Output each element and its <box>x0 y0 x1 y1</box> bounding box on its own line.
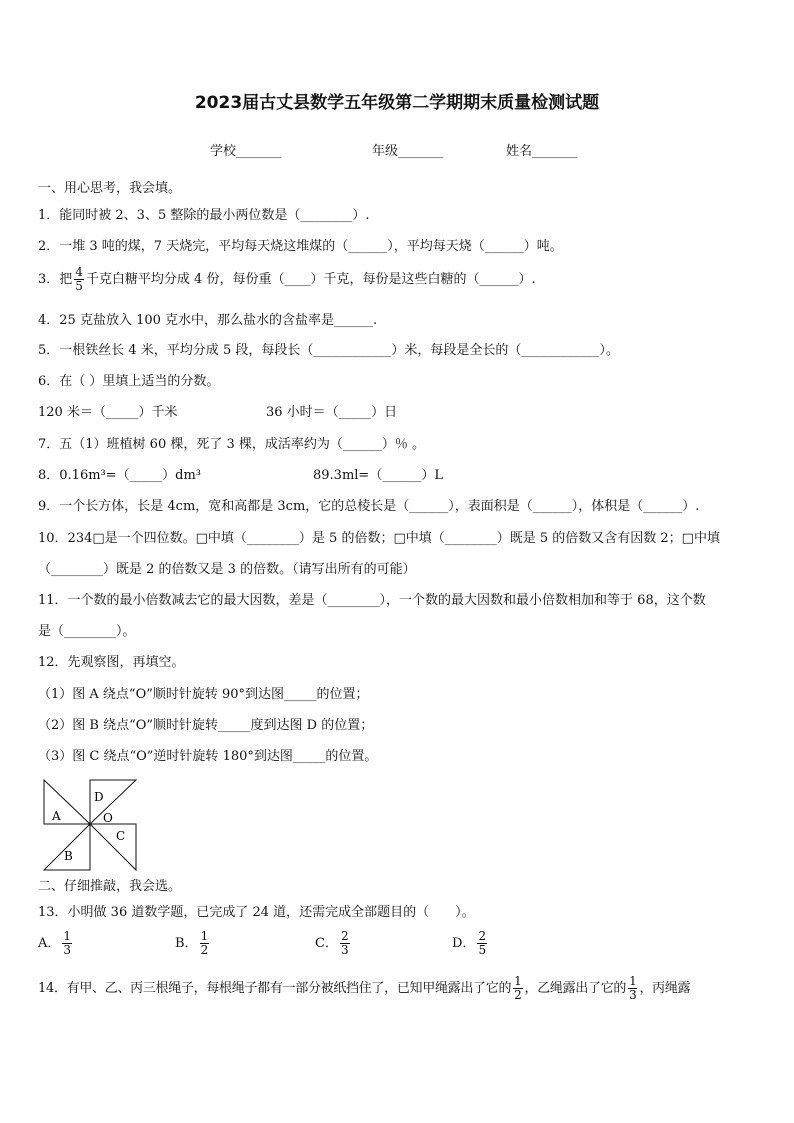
question-8b: 89.3ml=（______）L <box>313 468 443 483</box>
option-a[interactable]: A． $\frac{1}{3}$ <box>38 929 72 957</box>
fraction: $\frac{1}{3}$ <box>629 974 637 1002</box>
question-11-line2: 是（________）。 <box>38 624 136 639</box>
question-2: 2．一堆 3 吨的煤，7 天烧完，平均每天烧这堆煤的（______），平均每天烧（______）吨。 <box>38 239 563 254</box>
option-c[interactable]: C． $\frac{2}{3}$ <box>315 929 349 957</box>
question-12: 12．先观察图，再填空。 <box>38 655 185 670</box>
page-title: 2023届古丈县数学五年级第二学期期末质量检测试题 <box>194 93 600 113</box>
question-14: 14．有甲、乙、丙三根绳子，每根绳子都有一部分被纸挡住了，已知甲绳露出了它的 $\frac{1}{2}$ ，乙绳露出了它的 $\frac{1}{3}$ ，丙绳露 <box>38 974 691 1002</box>
label-b: B <box>64 849 73 863</box>
fraction: $\frac{2}{5}$ <box>478 929 487 957</box>
question-6b: 36 小时＝（_____）日 <box>266 405 398 420</box>
question-9: 9．一个长方体，长是 4cm，宽和高都是 3cm，它的总棱长是（______），表面积是（______），体积是（______）. <box>38 499 700 514</box>
question-6a: 120 米＝（_____）千米 <box>38 405 178 420</box>
school-field[interactable]: 学校_______ <box>210 144 282 159</box>
section-heading-2: 二、仔细推敲，我会选。 <box>38 879 182 894</box>
question-12-part1: （1）图 A 绕点“O”顺时针旋转 90°到达图_____的位置； <box>38 687 369 702</box>
fraction: $\frac{1}{2}$ <box>514 974 522 1002</box>
question-6: 6．在（ ）里填上适当的分数。 <box>38 374 220 389</box>
question-12-part3: （3）图 C 绕点“O”逆时针旋转 180°到达图_____的位置。 <box>38 749 378 764</box>
option-d[interactable]: D． $\frac{2}{5}$ <box>452 929 487 957</box>
question-11-line1: 11．一个数的最小倍数减去它的最大因数，差是（________），一个数的最大因数和最小倍数相加和等于 68，这个数 <box>38 593 706 608</box>
fraction: $\frac{4}{5}$ <box>75 265 83 293</box>
question-1: 1．能同时被 2、3、5 整除的最小两位数是（________）. <box>38 208 370 223</box>
label-a: A <box>52 809 61 823</box>
question-12-part2: （2）图 B 绕点“O”顺时针旋转_____度到达图 D 的位置； <box>38 718 374 733</box>
grade-field[interactable]: 年级_______ <box>372 144 444 159</box>
triangle-c <box>90 824 136 870</box>
question-5: 5．一根铁丝长 4 米，平均分成 5 段，每段长（____________）米，每段是全长的（____________）。 <box>38 343 619 358</box>
triangle-b <box>44 824 90 870</box>
option-b[interactable]: B． $\frac{1}{2}$ <box>175 929 209 957</box>
question-3: 3．把 $\frac{4}{5}$ 千克白糖平均分成 4 份，每份重（____）千克，每份是这些白糖的（______）. <box>38 265 536 293</box>
question-4: 4．25 克盐放入 100 克水中，那么盐水的含盐率是______. <box>38 313 378 328</box>
name-field[interactable]: 姓名_______ <box>506 144 578 159</box>
question-10-line1: 10．234□是一个四位数。□中填（________）是 5 的倍数；□中填（________）既是 5 的倍数又含有因数 2；□中填 <box>38 531 720 546</box>
fraction: $\frac{1}{3}$ <box>63 929 72 957</box>
fraction: $\frac{2}{3}$ <box>340 929 349 957</box>
label-c: C <box>116 829 126 843</box>
section-heading-1: 一、用心思考，我会填。 <box>38 181 182 196</box>
question-7: 7．五（1）班植树 60 棵，死了 3 棵，成活率约为（______）％ 。 <box>38 437 426 452</box>
label-o: O <box>103 811 113 825</box>
question-10-line2: （________）既是 2 的倍数又是 3 的倍数。（请写出所有的可能） <box>38 562 416 577</box>
label-d: D <box>94 790 104 804</box>
question-13: 13．小明做 36 道数学题，已完成了 24 道，还需完成全部题目的（ ）。 <box>38 905 475 920</box>
fraction: $\frac{1}{2}$ <box>200 929 209 957</box>
triangle-a <box>44 780 90 824</box>
rotation-figure <box>40 778 140 872</box>
question-8a: 8．0.16m³=（_____）dm³ <box>38 468 202 483</box>
